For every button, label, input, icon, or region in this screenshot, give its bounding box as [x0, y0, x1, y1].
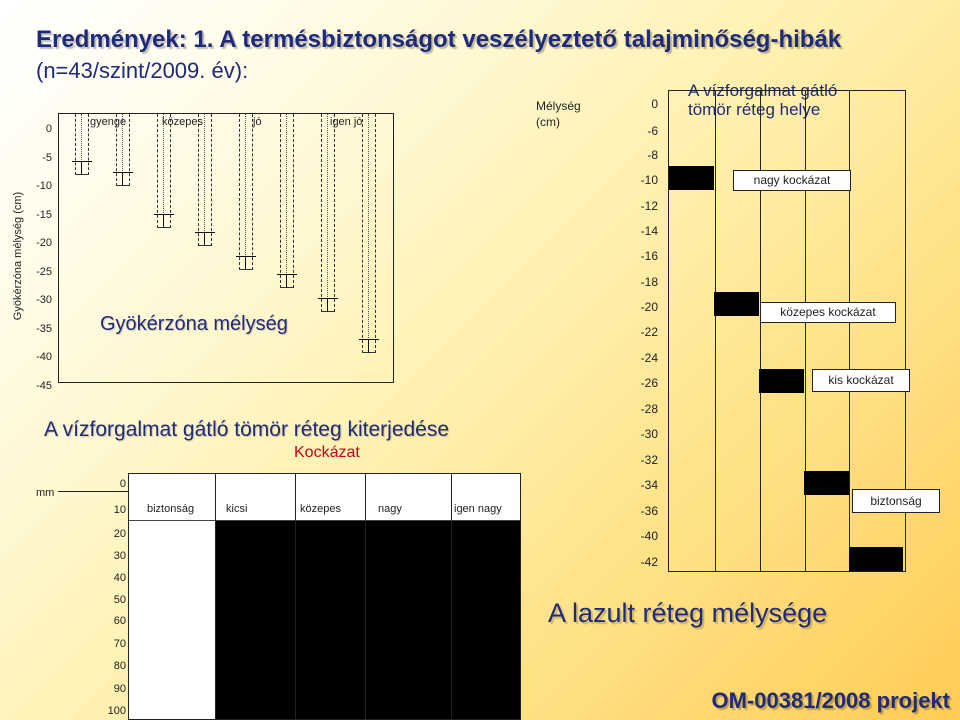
risk-heading: Kockázat	[294, 444, 360, 461]
depth-header-line1: Mélység	[536, 99, 581, 113]
root-depth-bar	[362, 114, 376, 353]
mm-tick: 60	[113, 615, 126, 627]
depth-tick: -28	[640, 402, 658, 416]
y-tick: -35	[36, 322, 52, 335]
col-line	[849, 91, 850, 571]
col-line	[451, 474, 452, 719]
root-depth-bar	[239, 114, 253, 270]
y-tick: -25	[36, 265, 52, 278]
right-chart-title: A vízforgalmat gátló tömör réteg helye	[688, 81, 838, 119]
marker-kozepes	[714, 292, 759, 316]
mm-tick: 80	[113, 660, 126, 672]
y-tick: 0	[45, 123, 52, 135]
root-chart-y-axis-label: Gyökérzóna mélység (cm)	[12, 191, 24, 321]
depth-tick: -8	[647, 148, 658, 162]
slide-title: Eredmények: 1. A termésbiztonságot veszélyeztető talajminőség-hibák	[36, 26, 842, 53]
slide-subtitle: (n=43/szint/2009. év):	[36, 58, 249, 83]
root-depth-bar	[198, 114, 212, 246]
depth-header-line2: (cm)	[536, 115, 560, 129]
marker-biztonsag-1	[804, 471, 849, 495]
y-tick: -20	[36, 237, 52, 249]
depth-tick: -24	[640, 351, 658, 365]
safe-zone	[129, 520, 215, 720]
y-tick: -5	[42, 151, 52, 164]
y-tick: -40	[36, 351, 52, 363]
depth-tick: -40	[640, 529, 658, 543]
marker-biztonsag-2	[849, 547, 903, 571]
risk-col-biztonsag: biztonság	[147, 503, 195, 515]
mm-tick: 0	[119, 478, 126, 490]
label-kis-kockazat: kis kockázat	[812, 369, 910, 392]
unit-mm: mm	[36, 487, 55, 499]
mm-tick: 40	[113, 572, 126, 584]
risk-col-igen-nagy: igen nagy	[454, 503, 502, 515]
depth-tick: -22	[640, 325, 658, 339]
marker-nagy	[669, 166, 714, 190]
row-line	[129, 520, 520, 521]
mm-tick: 50	[113, 594, 126, 606]
y-tick: -15	[36, 208, 52, 221]
depth-tick: -42	[640, 555, 658, 569]
mm-tick: 100	[107, 705, 126, 717]
depth-tick: -30	[640, 427, 658, 441]
root-depth-bar	[157, 114, 171, 228]
category-gyenge: gyenge	[90, 116, 127, 128]
depth-tick: 0	[651, 97, 658, 111]
depth-tick: -26	[640, 376, 658, 390]
compact-layer-title: A vízforgalmat gátló tömör réteg kiterjedése	[44, 418, 450, 441]
depth-tick: -34	[640, 478, 658, 492]
depth-tick: -10	[640, 173, 658, 187]
depth-tick: -16	[640, 249, 658, 263]
depth-tick: -12	[640, 199, 658, 213]
col-line	[715, 91, 716, 571]
y-tick: -30	[36, 294, 52, 306]
risk-col-kozepes: közepes	[300, 503, 341, 515]
depth-tick: -18	[640, 275, 658, 289]
mm-tick: 90	[113, 683, 126, 695]
label-kozepes-kockazat: közepes kockázat	[760, 302, 896, 323]
y-tick: -10	[36, 180, 52, 192]
y-tick: -45	[36, 379, 52, 392]
label-biztonsag: biztonság	[852, 489, 940, 513]
depth-tick: -36	[640, 504, 658, 518]
category-kozepes: közepes	[162, 116, 203, 128]
risk-col-nagy: nagy	[378, 503, 402, 515]
root-chart	[58, 113, 394, 383]
unit-line	[58, 491, 128, 492]
depth-tick: -20	[640, 300, 658, 314]
col-line	[215, 474, 216, 719]
project-id: OM-00381/2008 projekt	[711, 688, 950, 713]
risk-col-kicsi: kicsi	[226, 503, 248, 515]
root-depth-bar	[280, 114, 294, 288]
risk-fill-row50	[451, 590, 521, 720]
depth-tick: -6	[647, 124, 658, 138]
col-line	[365, 474, 366, 719]
depth-tick: -32	[640, 453, 658, 467]
root-chart-caption: Gyökérzóna mélység	[100, 313, 288, 335]
root-depth-bar	[75, 114, 89, 175]
col-line	[760, 91, 761, 571]
marker-kis	[759, 369, 804, 393]
mm-tick: 10	[113, 504, 126, 516]
category-igen-jo: igen jó	[330, 116, 363, 128]
loose-layer-caption: A lazult réteg mélysége	[548, 598, 828, 628]
depth-tick: -14	[640, 224, 658, 238]
category-jo: jó	[253, 116, 262, 128]
col-line	[805, 91, 806, 571]
col-line	[295, 474, 296, 719]
mm-tick: 70	[113, 638, 126, 650]
mm-tick: 30	[113, 550, 126, 562]
mm-tick: 20	[113, 528, 126, 540]
label-nagy-kockazat: nagy kockázat	[733, 170, 851, 191]
root-depth-bar	[321, 114, 335, 312]
